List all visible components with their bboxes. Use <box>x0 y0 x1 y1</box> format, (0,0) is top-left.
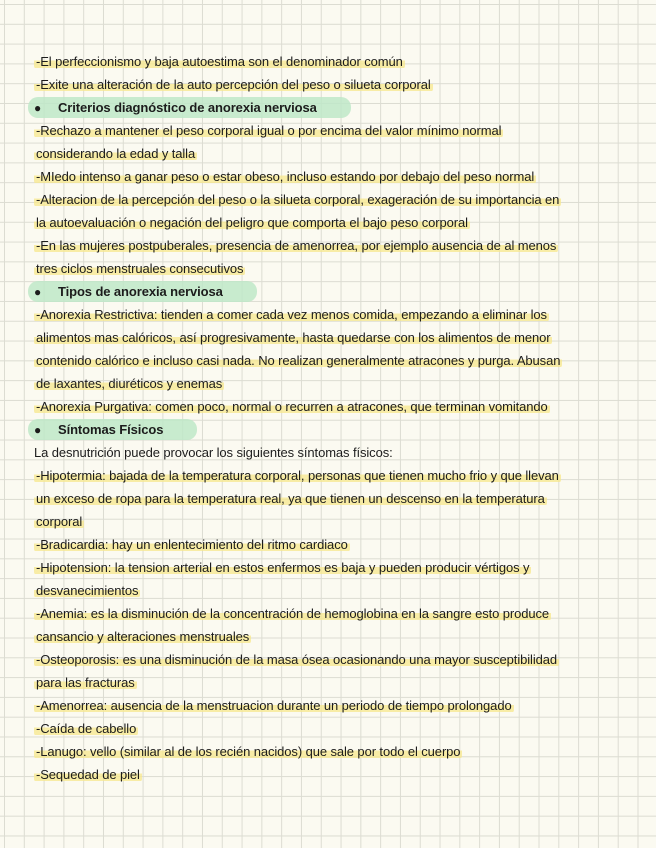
line-text: -El perfeccionismo y baja autoestima son el denominador común <box>36 54 403 69</box>
line-text: -Anorexia Restrictiva: tienden a comer cada vez menos comida, empezando a eliminar los <box>36 307 547 322</box>
line-text: -Hipotension: la tension arterial en estos enfermos es baja y pueden producir vértigos y <box>36 560 530 575</box>
line-text: de laxantes, diuréticos y enemas <box>36 376 223 391</box>
line <box>34 763 636 786</box>
line <box>34 50 636 73</box>
line <box>34 717 636 740</box>
line-text: -Bradicardia: hay un enlentecimiento del ritmo cardiaco <box>36 537 348 552</box>
heading-highlight <box>28 419 197 440</box>
heading-text: Síntomas Físicos <box>58 422 164 437</box>
line <box>34 625 636 648</box>
line-text: -Exite una alteración de la auto percepción del peso o silueta corporal <box>36 77 431 92</box>
line-text: -Anemia: es la disminución de la concentración de hemoglobina en la sangre esto produce <box>36 606 550 621</box>
line <box>34 395 636 418</box>
line-text: contenido calórico e incluso casi nada. No realizan generalmente atracones y purga. Abusan <box>36 353 561 368</box>
heading-highlight <box>28 281 257 302</box>
line-text: -Anorexia Purgativa: comen poco, normal o recurren a atracones, que terminan vomitando <box>36 399 548 414</box>
line-text: -Hipotermia: bajada de la temperatura corporal, personas que tienen mucho frio y que llevan <box>36 468 559 483</box>
heading-highlight <box>28 97 351 118</box>
line-text: La desnutrición puede provocar los siguientes síntomas físicos: <box>34 445 393 460</box>
bullet-icon: ● <box>34 101 42 115</box>
line <box>34 303 636 326</box>
heading-text: Criterios diagnóstico de anorexia nerviosa <box>58 100 317 115</box>
line <box>34 740 636 763</box>
line-text: desvanecimientos <box>36 583 139 598</box>
bullet-icon: ● <box>34 285 42 299</box>
line-text: un exceso de ropa para la temperatura real, ya que tienen un descenso en la temperatura <box>36 491 545 506</box>
line-text: -MIedo intenso a ganar peso o estar obeso, incluso estando por debajo del peso normal <box>36 169 535 184</box>
line <box>34 464 636 487</box>
section-heading <box>34 96 636 119</box>
line <box>34 372 636 395</box>
line-text: para las fracturas <box>36 675 135 690</box>
line-text: -En las mujeres postpuberales, presencia de amenorrea, por ejemplo ausencia de al menos <box>36 238 557 253</box>
line-text: -Amenorrea: ausencia de la menstruacion durante un periodo de tiempo prolongado <box>36 698 512 713</box>
line <box>34 326 636 349</box>
section-heading <box>34 418 636 441</box>
line <box>34 671 636 694</box>
line-text: -Sequedad de piel <box>36 767 140 782</box>
line <box>34 510 636 533</box>
line <box>34 73 636 96</box>
line <box>34 441 636 464</box>
line <box>34 533 636 556</box>
line <box>34 579 636 602</box>
line-text: considerando la edad y talla <box>36 146 196 161</box>
line <box>34 349 636 372</box>
line-text: -Osteoporosis: es una disminución de la masa ósea ocasionando una mayor susceptibilidad <box>36 652 557 667</box>
line-text: alimentos mas calóricos, así progresivamente, hasta quedarse con los alimentos de menor <box>36 330 551 345</box>
line-text: -Caída de cabello <box>36 721 137 736</box>
line <box>34 211 636 234</box>
line <box>34 142 636 165</box>
line <box>34 556 636 579</box>
line <box>34 119 636 142</box>
line <box>34 694 636 717</box>
line <box>34 602 636 625</box>
line <box>34 257 636 280</box>
line <box>34 165 636 188</box>
line <box>34 487 636 510</box>
line <box>34 648 636 671</box>
bullet-icon: ● <box>34 423 42 437</box>
heading-text: Tipos de anorexia nerviosa <box>58 284 223 299</box>
line-text: -Lanugo: vello (similar al de los recién nacidos) que sale por todo el cuerpo <box>36 744 461 759</box>
line-text: -Rechazo a mantener el peso corporal igual o por encima del valor mínimo normal <box>36 123 502 138</box>
line <box>34 188 636 211</box>
line-text: la autoevaluación o negación del peligro que comporta el bajo peso corporal <box>36 215 468 230</box>
line-text: cansancio y alteraciones menstruales <box>36 629 250 644</box>
line <box>34 234 636 257</box>
line-text: -Alteracion de la percepción del peso o la silueta corporal, exageración de su importancia en <box>36 192 560 207</box>
line-text: tres ciclos menstruales consecutivos <box>36 261 244 276</box>
section-heading <box>34 280 636 303</box>
line-text: corporal <box>36 514 83 529</box>
